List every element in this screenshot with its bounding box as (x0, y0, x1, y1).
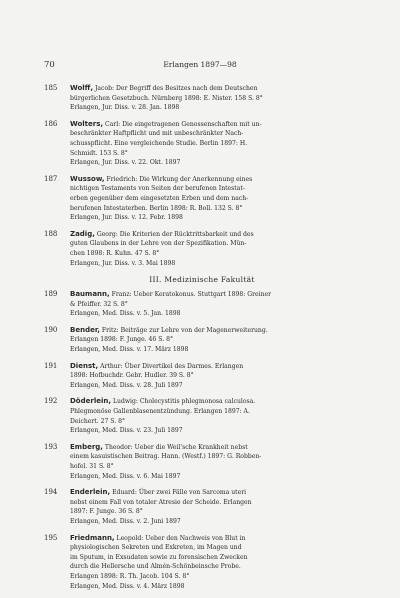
entry-text: Erlangen 1898: R. Th. Jacob. 104 S. 8° (70, 572, 190, 580)
entry-line (70, 498, 360, 508)
entry-text: Georg: Die Kriterien der Rücktrittsbarkeit und des (96, 230, 254, 238)
entry-line (70, 462, 360, 472)
entry-line (70, 300, 360, 310)
entry-line (70, 94, 360, 104)
entry-body (70, 84, 360, 113)
entry-text: einem kasuistischen Beitrag. Hann. (Westf.) 1897: G. Robben- (70, 453, 262, 461)
author-surname: Zadig, (70, 229, 95, 238)
entry-body (70, 230, 360, 268)
entry-body (70, 326, 360, 355)
entry-number: 185 (44, 84, 58, 92)
entry-line (70, 326, 360, 336)
entry-line (70, 553, 360, 563)
author-surname: Friedmann, (70, 533, 115, 542)
entry-line (70, 362, 360, 372)
entry-line (70, 407, 360, 417)
entry-text: 1898: Hofbuchdr. Gebr. Hudler. 39 S. 8° (70, 372, 194, 380)
entry-line (70, 534, 360, 544)
bibliography-entry (44, 534, 360, 592)
entry-body (70, 362, 360, 391)
entry-line (70, 259, 360, 269)
author-surname: Bender, (70, 325, 100, 334)
bibliography-entry (44, 120, 360, 168)
entry-text: nebst einem Fall von totaler Atresie der Scheide. Erlangen (70, 498, 252, 506)
bibliography-entry (44, 397, 360, 435)
entry-line (70, 426, 360, 436)
entry-line (70, 472, 360, 482)
entry-line (70, 309, 360, 319)
entry-text: bürgerlichen Gesetzbuch. Nürnberg 1898: E. Nister. 158 S. 8° (70, 94, 263, 102)
entry-text: Erlangen, Jur. Diss. v. 22. Okt. 1897 (70, 159, 181, 167)
entry-line (70, 158, 360, 168)
entry-text: Erlangen, Jur. Diss. v. 3. Mai 1898 (70, 259, 176, 267)
entry-text: Erlangen, Jur. Diss. v. 12. Febr. 1898 (70, 214, 183, 222)
page-header (44, 60, 356, 72)
entry-line (70, 543, 360, 553)
bibliography-entry (44, 84, 360, 113)
author-surname: Döderlein, (70, 397, 112, 406)
entry-line (70, 103, 360, 113)
author-surname: Emberg, (70, 442, 103, 451)
entry-number: 190 (44, 325, 58, 334)
entry-text: Leopold: Ueber den Nachweis von Blut in (116, 534, 246, 542)
bibliography-entry (44, 175, 360, 223)
entry-text: im Sputum, in Exsudaten sowie zu forensischen Zwecken (70, 553, 248, 561)
entries (44, 84, 360, 598)
entry-text: berufenen Intestaterben. Berlin 1898: R. Boll. 132 S. 8° (70, 204, 243, 212)
entry-line (70, 335, 360, 345)
bibliography-entry (44, 488, 360, 526)
entry-text: Carl: Die eingetragenen Genossenschaften mit un- (105, 120, 262, 128)
entry-number: 189 (44, 290, 58, 299)
entry-line (70, 230, 360, 240)
entry-text: durch die Hellersche und Almén-Schönbeinsche Probe. (70, 563, 241, 571)
entry-text: Erlangen, Jur. Diss. v. 28. Jan. 1898 (70, 104, 180, 112)
entry-line (70, 345, 360, 355)
medicine-entries (44, 290, 360, 591)
entry-body (70, 290, 360, 319)
entry-body (70, 488, 360, 526)
entry-line (70, 517, 360, 527)
entry-text: physiologischen Sekreten und Exkreten, im Magen und (70, 544, 242, 552)
entry-line (70, 488, 360, 498)
entry-line (70, 582, 360, 592)
entry-text: & Pfeiffer. 32 S. 8° (70, 300, 128, 308)
entry-line (70, 249, 360, 259)
entry-text: Erlangen, Med. Diss. v. 2. Juni 1897 (70, 517, 181, 525)
entry-text: Ludwig: Cholecystitis phlegmonosa calculosa. (112, 398, 256, 406)
entry-text: beschränkter Haftpflicht und mit unbeschränkter Nach- (70, 130, 244, 138)
bibliography-entry (44, 290, 360, 319)
entry-line (70, 204, 360, 214)
entry-line (70, 149, 360, 159)
entry-text: Friedrich: Die Wirkung der Anerkennung eines (106, 175, 253, 183)
author-surname: Wussow, (70, 174, 105, 183)
entry-text: Eduard: Über zwei Fälle von Sarcoma uteri (112, 489, 247, 497)
entry-text: hofel. 31 S. 8° (70, 463, 114, 470)
entry-text: Erlangen, Med. Diss. v. 28. Juli 1897 (70, 381, 183, 389)
entry-body (70, 443, 360, 481)
entry-number: 186 (44, 119, 58, 128)
entry-line (70, 397, 360, 407)
entry-line (70, 562, 360, 572)
entry-text: Fritz: Beiträge zur Lehre von der Magenerweiterung. (101, 326, 268, 334)
entry-line (70, 194, 360, 204)
law-entries (44, 84, 360, 268)
entry-text: Erlangen 1898: F. Junge. 46 S. 8° (70, 336, 174, 344)
entry-line (70, 452, 360, 462)
author-surname: Enderlein, (70, 488, 111, 497)
entry-line (70, 213, 360, 223)
entry-line (70, 184, 360, 194)
entry-line (70, 290, 360, 300)
author-surname: Dienst, (70, 361, 99, 370)
entry-line (70, 417, 360, 427)
bibliography-entry (44, 230, 360, 268)
entry-text: Jacob: Der Begriff des Besitzes nach dem Deutschen (94, 85, 258, 92)
entry-text: Erlangen, Med. Diss. v. 6. Mai 1897 (70, 472, 181, 480)
entry-text: Schmidt. 153 S. 8° (70, 149, 128, 157)
entry-line (70, 443, 360, 453)
entry-body (70, 120, 360, 168)
entry-text: Theodor: Ueber die Weil'sche Krankheit nebst (104, 443, 248, 451)
entry-number: 192 (44, 397, 58, 406)
entry-text: Erlangen, Med. Diss. v. 17. März 1898 (70, 346, 189, 354)
entry-line (70, 120, 360, 130)
entry-body (70, 534, 360, 592)
entry-line (70, 139, 360, 149)
entry-line (70, 129, 360, 139)
entry-number: 195 (44, 533, 58, 542)
entry-number: 191 (44, 361, 58, 370)
entry-text: Phlegmonöse Gallenblasenentzündung. Erlangen 1897: A. (70, 408, 250, 416)
entry-text: Franz: Ueber Keratokonus. Stuttgart 1898: Greiner (111, 291, 272, 299)
bibliography-entry (44, 326, 360, 355)
entry-number: 187 (44, 174, 58, 183)
entry-number: 194 (44, 488, 58, 497)
entry-text: schusspflicht. Eine vergleichende Studie. Berlin 1897: H. (70, 139, 248, 147)
entry-line (70, 239, 360, 249)
running-head: Erlangen 1897—98 (163, 60, 237, 69)
entry-text: 1897: F. Junge. 36 S. 8° (70, 508, 143, 516)
entry-line (70, 84, 360, 94)
entry-number: 188 (44, 229, 58, 238)
author-surname: Wolters, (70, 119, 104, 128)
entry-text: nichtigen Testaments von Seiten der berufenen Intestat- (70, 185, 245, 193)
entry-text: Arthur: Über Divertikel des Darmes. Erlangen (100, 362, 244, 370)
entry-text: erben gegenüber dem eingesetzten Erben und dem nach- (70, 194, 249, 202)
entry-line (70, 371, 360, 381)
page-number: 70 (44, 60, 55, 70)
entry-text: Deichert. 27 S. 8° (70, 417, 126, 425)
section-heading: III. Medizinische Fakultät (149, 275, 255, 285)
entry-line (70, 507, 360, 517)
entry-body (70, 397, 360, 435)
bibliography-entry (44, 362, 360, 391)
entry-line (70, 572, 360, 582)
bibliography-entry (44, 443, 360, 481)
entry-text: guten Glaubens in der Lehre von der Spezifikation. Mün- (70, 240, 247, 248)
entry-line (70, 175, 360, 185)
author-surname: Baumann, (70, 290, 110, 299)
entry-text: Erlangen, Med. Diss. v. 4. März 1898 (70, 582, 185, 590)
entry-line (70, 381, 360, 391)
entry-text: Erlangen, Med. Diss. v. 5. Jan. 1898 (70, 310, 181, 318)
entry-body (70, 175, 360, 223)
entry-text: Erlangen, Med. Diss. v. 23. Juli 1897 (70, 427, 183, 435)
entry-number: 193 (44, 442, 58, 451)
entry-text: chen 1898: R. Kuhn. 47 S. 8° (70, 249, 160, 257)
author-surname: Wolff, (70, 84, 94, 92)
